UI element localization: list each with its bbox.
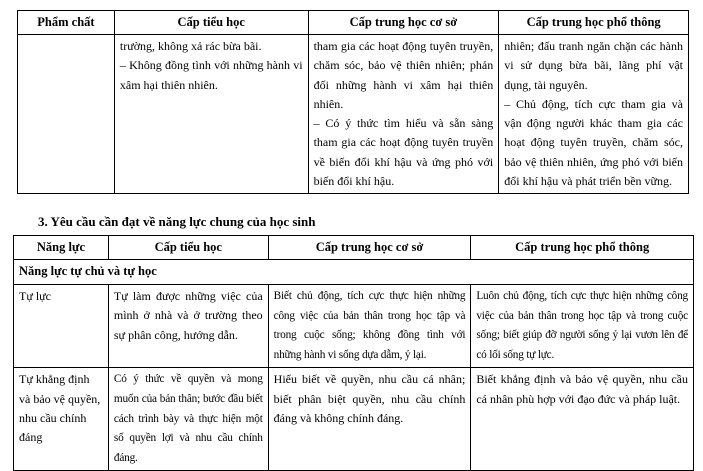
table-row: [14, 285, 694, 368]
header-lower-secondary: Cấp trung học cơ sở: [308, 11, 499, 35]
primary-cell: [114, 35, 308, 194]
header-primary: Cấp tiểu học: [108, 236, 268, 260]
group-row: [14, 260, 694, 285]
cell-paragraph: nhiên; đấu tranh ngăn chặn các hành vi sử dụng bừa bãi, lãng phí vật dụng, tài nguyên.: [504, 39, 683, 92]
cell-paragraph: – Có ý thức tìm hiểu và sẵn sàng tham gia các hoạt động tuyên truyền về biến đổi khí hậu và ứng phó với biến đổi khí hậu.: [313, 116, 494, 189]
qualities-table: [17, 10, 689, 194]
header-upper-secondary: Cấp trung học phổ thông: [499, 11, 689, 35]
lower-secondary-cell: [308, 35, 499, 194]
header-lower-secondary: Cấp trung học cơ sở: [268, 236, 471, 260]
header-primary: Cấp tiểu học: [114, 11, 308, 35]
table-row: [14, 368, 694, 471]
primary-cell: Tự làm được những việc của mình ở nhà và ở trường theo sự phân công, hướng dẫn.: [108, 285, 268, 368]
lower-secondary-cell: Hiểu biết về quyền, nhu cầu cá nhân; biết phân biệt quyền, nhu cầu chính đáng và không chính đáng.: [268, 368, 471, 471]
quality-name-cell: [18, 35, 115, 194]
lower-secondary-cell: Biết chủ động, tích cực thực hiện những công việc của bản thân trong học tập và trong cuộc sống; không đồng tình với những hành vi sống dựa dẫm, ỷ lại.: [268, 285, 471, 368]
header-nang-luc: Năng lực: [14, 236, 109, 260]
competencies-table: [13, 235, 694, 471]
competency-name: Tự lực: [14, 285, 109, 368]
cell-paragraph: tham gia các hoạt động tuyên truyền, chăm sóc, bảo vệ thiên nhiên; phản đối những hành vi xâm hại thiên nhiên.: [313, 39, 494, 111]
cell-paragraph: – Chủ động, tích cực tham gia và vận động người khác tham gia các hoạt động tuyên truyền, chăm sóc, bảo vệ thiên nhiên, ứng phó với biến đổi khí hậu và phát triển bền vững.: [504, 96, 683, 189]
competency-name: Tự khẳng định và bảo vệ quyền, nhu cầu chính đáng: [14, 368, 109, 471]
upper-secondary-cell: Biết khẳng định và bảo vệ quyền, nhu cầu cá nhân phù hợp với đạo đức và pháp luật.: [471, 368, 694, 471]
primary-cell: Có ý thức về quyền và mong muốn của bản thân; bước đầu biết cách trình bày và thực hiện một số quyền lợi và nhu cầu chính đáng.: [108, 368, 268, 471]
group-label: Năng lực tự chủ và tự học: [14, 260, 694, 285]
upper-secondary-cell: [499, 35, 689, 194]
header-pham-chat: Phẩm chất: [18, 11, 115, 35]
cell-paragraph: – Không đồng tình với những hành vi xâm hại thiên nhiên.: [119, 58, 303, 92]
section-heading: 3. Yêu cầu cần đạt về năng lực chung của học sinh: [38, 214, 316, 229]
table-row: [18, 35, 689, 194]
table-header-row: [18, 11, 689, 35]
cell-paragraph: trường, không xả rác bừa bãi.: [119, 39, 262, 53]
header-upper-secondary: Cấp trung học phổ thông: [471, 236, 694, 260]
table-header-row: [14, 236, 694, 260]
upper-secondary-cell: Luôn chủ động, tích cực thực hiện những công việc của bản thân trong học tập và trong cuộc sống; biết giúp đỡ người sống ỷ lại vươn lên để có lối sống tự lực.: [471, 285, 694, 368]
